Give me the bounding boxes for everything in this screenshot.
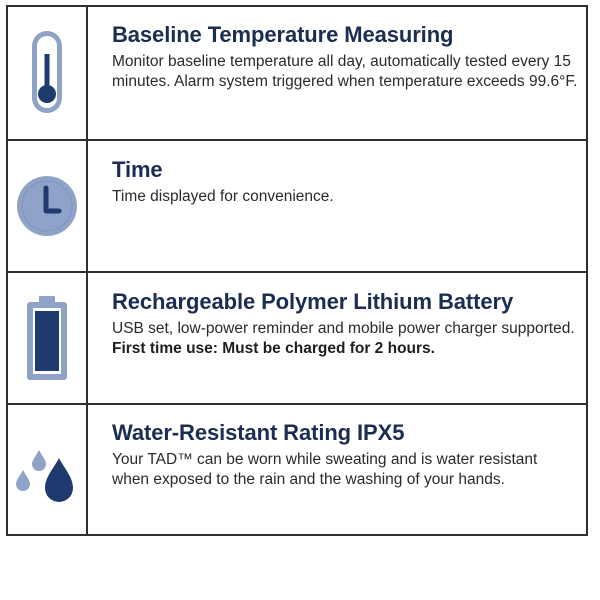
feature-title: Time: [112, 157, 163, 182]
feature-title: Water-Resistant Rating IPX5: [112, 420, 405, 445]
feature-row-temperature: [8, 7, 586, 141]
feature-row-time: [8, 141, 586, 273]
feature-description: Your TAD™ can be worn while sweating and is water resistant when exposed to the rain and the washing of your hands.: [112, 451, 538, 488]
feature-description: Time displayed for convenience.: [112, 188, 334, 205]
feature-description: Monitor baseline temperature all day, automatically tested every 15 minutes. Alarm system triggered when temperature exceeds 99.6°F.: [112, 53, 578, 90]
water-drops-icon: [12, 430, 82, 510]
feature-text: [112, 21, 578, 92]
icon-cell: [8, 273, 88, 403]
feature-description: USB set, low-power reminder and mobile power charger supported.: [112, 320, 575, 337]
battery-icon: [24, 294, 70, 382]
feature-title: Rechargeable Polymer Lithium Battery: [112, 289, 514, 314]
feature-text: [112, 288, 578, 359]
feature-note: First time use: Must be charged for 2 hours.: [112, 340, 435, 357]
small-drop-icon: [32, 450, 46, 471]
feature-text: [112, 156, 578, 207]
feature-text: [112, 419, 578, 490]
icon-cell: [8, 405, 88, 534]
icon-cell: [8, 7, 88, 139]
small-drop-icon: [16, 470, 30, 491]
thermometer-icon: [22, 28, 72, 118]
feature-row-battery: [8, 273, 586, 405]
feature-table: [6, 5, 588, 536]
icon-cell: [8, 141, 88, 271]
clock-icon: [15, 174, 79, 238]
large-drop-icon: [45, 458, 73, 502]
feature-title: Baseline Temperature Measuring: [112, 22, 454, 47]
feature-row-water: [8, 405, 586, 534]
